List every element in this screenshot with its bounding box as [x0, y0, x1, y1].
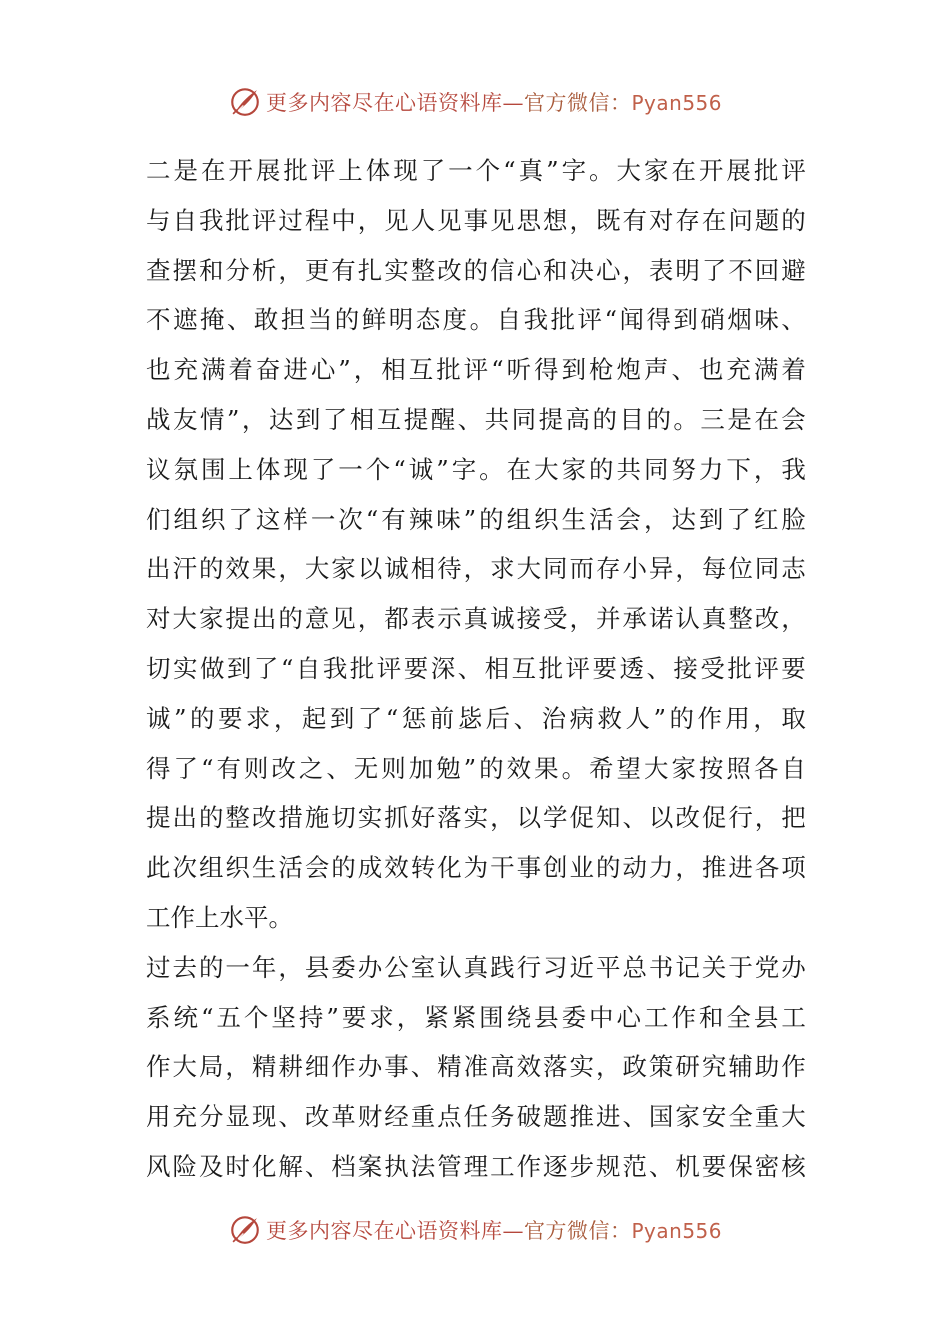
body-line: 诚 ” 的 要 求 ， 起 到 了 “ 惩 前 毖 后 、 治 病 救 人 ” 的 作 用 ， 取	[146, 703, 806, 733]
footer-wechat-label: 官方微信：	[523, 1219, 632, 1243]
footer-brand-text: 更多内容尽在心语资料库	[265, 1219, 503, 1243]
quill-logo-icon	[228, 1213, 262, 1247]
header-watermark-banner	[0, 82, 950, 122]
body-line: 对 大 家 提 出 的 意 见 ， 都 表 示 真 诚 接 受 ， 并 承 诺 认 真 整 改 ，	[146, 604, 806, 634]
body-line: 议 氛 围 上 体 现 了 一 个 “ 诚 ” 字 。 在 大 家 的 共 同 努 力 下 ， 我	[146, 454, 806, 484]
footer-dash: —	[502, 1219, 524, 1243]
body-line: 出 汗 的 效 果 ， 大 家 以 诚 相 待 ， 求 大 同 而 存 小 异 ， 每 位 同 志	[146, 554, 806, 584]
header-wechat-label: 官方微信：	[523, 91, 632, 115]
header-dash: —	[502, 91, 524, 115]
body-line: 此 次 组 织 生 活 会 的 成 效 转 化 为 干 事 创 业 的 动 力 ， 推 进 各 项	[146, 853, 806, 883]
body-line: 战 友 情 ” ， 达 到 了 相 互 提 醒 、 共 同 提 高 的 目 的 。 三 是 在 会	[146, 404, 806, 434]
header-account-id: Pyan556	[631, 91, 722, 115]
body-line: 也 充 满 着 奋 进 心 ” ， 相 互 批 评 “ 听 得 到 枪 炮 声 、 也 充 满 着	[146, 355, 806, 385]
footer-banner-text	[266, 1215, 722, 1245]
body-line: 们 组 织 了 这 样 一 次 “ 有 辣 味 ” 的 组 织 生 活 会 ， 达 到 了 红 脸	[146, 504, 806, 534]
body-line: 系 统 “ 五 个 坚 持 ” 要 求 ， 紧 紧 围 绕 县 委 中 心 工 作 和 全 县 工	[146, 1002, 806, 1032]
footer-account-id: Pyan556	[631, 1219, 722, 1243]
body-line: 工作上水平。	[146, 902, 293, 932]
document-body	[146, 146, 806, 1192]
body-line: 用 充 分 显 现 、 改 革 财 经 重 点 任 务 破 题 推 进 、 国 家 安 全 重 大	[146, 1102, 806, 1132]
body-line: 过 去 的 一 年 ， 县 委 办 公 室 认 真 践 行 习 近 平 总 书 记 关 于 党 办	[146, 952, 806, 982]
body-line: 得 了 “ 有 则 改 之 、 无 则 加 勉 ” 的 效 果 。 希 望 大 家 按 照 各 自	[146, 753, 806, 783]
body-line: 与 自 我 批 评 过 程 中 ， 见 人 见 事 见 思 想 ， 既 有 对 存 在 问 题 的	[146, 205, 806, 235]
body-line: 提 出 的 整 改 措 施 切 实 抓 好 落 实 ， 以 学 促 知 、 以 改 促 行 ， 把	[146, 803, 806, 833]
footer-watermark-banner	[0, 1210, 950, 1250]
body-line: 查 摆 和 分 析 ， 更 有 扎 实 整 改 的 信 心 和 决 心 ， 表 明 了 不 回 避	[146, 255, 806, 285]
body-line: 切 实 做 到 了 “ 自 我 批 评 要 深 、 相 互 批 评 要 透 、 接 受 批 评 要	[146, 653, 806, 683]
quill-logo-icon	[228, 85, 262, 119]
body-line: 作 大 局 ， 精 耕 细 作 办 事 、 精 准 高 效 落 实 ， 政 策 研 究 辅 助 作	[146, 1052, 806, 1082]
body-line: 二 是 在 开 展 批 评 上 体 现 了 一 个 “ 真 ” 字 。 大 家 在 开 展 批 评	[146, 156, 806, 185]
header-brand-text: 更多内容尽在心语资料库	[265, 91, 503, 115]
body-line: 风 险 及 时 化 解 、 档 案 执 法 管 理 工 作 逐 步 规 范 、 机 要 保 密 核	[146, 1151, 806, 1181]
body-line: 不 遮 掩 、 敢 担 当 的 鲜 明 态 度 。 自 我 批 评 “ 闻 得 到 硝 烟 味 、	[146, 305, 806, 335]
header-banner-text	[266, 87, 722, 117]
